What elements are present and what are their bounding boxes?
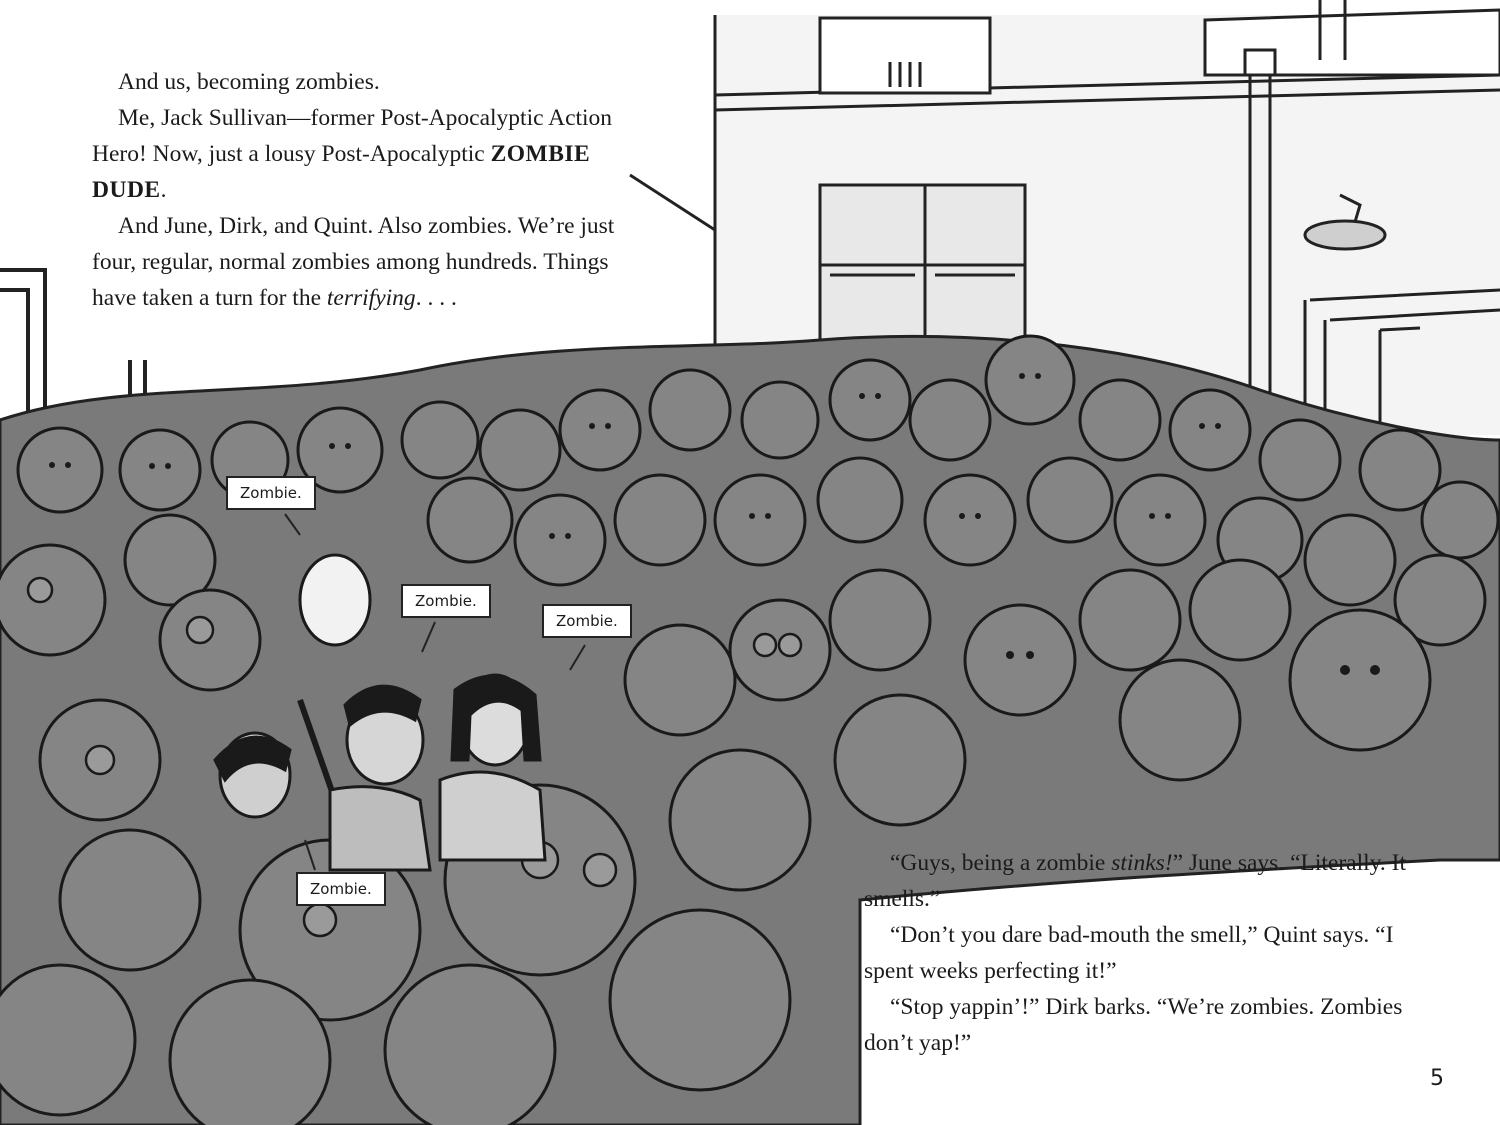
speech-bubble: Zombie.: [226, 476, 316, 510]
narration-line: [92, 100, 652, 208]
terrifying-emphasis: terrifying: [326, 285, 416, 311]
narration-text: And June, Dirk, and Quint. Also zombies. We’re just four, regular, normal zombies among hundreds. Things have taken a turn for the: [92, 213, 615, 311]
narration-text: .: [160, 177, 167, 203]
narration-top: [92, 64, 652, 316]
narration-text: Me, Jack Sullivan—former Post-Apocalyptic Action Hero! Now, just a lousy Post-Apocalyptic: [92, 105, 613, 167]
dialogue-line: “Stop yappin’!” Dirk barks. “We’re zombies. Zombies don’t yap!”: [864, 994, 1403, 1056]
stinks-emphasis: stinks!: [1111, 850, 1173, 876]
speech-bubble: Zombie.: [296, 872, 386, 906]
speech-bubble: Zombie.: [401, 584, 491, 618]
dialogue-line: “Don’t you dare bad-mouth the smell,” Quint says. “I spent weeks perfecting it!”: [864, 922, 1394, 984]
page-number: 5: [1430, 1066, 1444, 1091]
dialogue-bottom: [864, 845, 1424, 1061]
dialogue-line: [864, 845, 1424, 917]
dialogue-text: “Guys, being a zombie: [890, 850, 1112, 876]
zombie-dude-emphasis: ZOMBIE DUDE: [92, 141, 591, 203]
narration-line: And us, becoming zombies.: [118, 69, 380, 95]
dialogue-text: ” June says. “Literally. It smells.”: [864, 850, 1406, 912]
narration-text: . . . .: [415, 285, 457, 311]
narration-line: [92, 208, 652, 316]
speech-bubble: Zombie.: [542, 604, 632, 638]
